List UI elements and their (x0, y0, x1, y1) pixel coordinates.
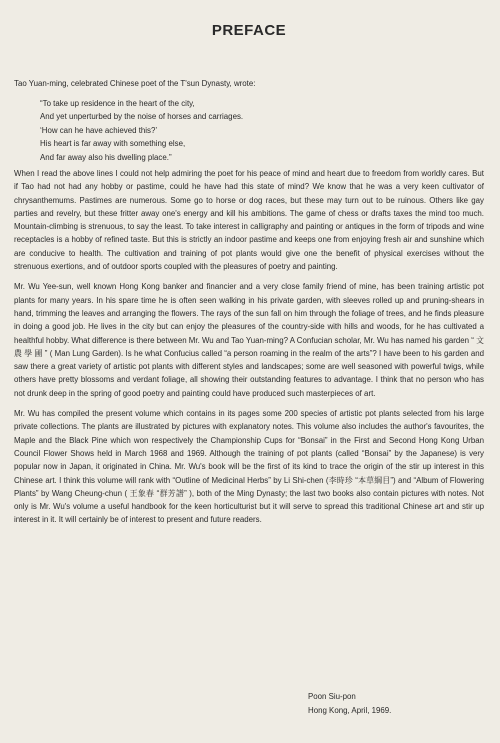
page-title: PREFACE (211, 22, 287, 39)
paragraph-pastimes: When I read the above lines I could not help admiring the poet for his peace of mind and heart due to freedom from worldly cares. But if Tao had not had any hobby or pastime, could he have had this state of mind? We know that he was a very keen cultivator of chrysanthemums. Pastimes are numerous. Some go to horse or dog races, but these may turn out to be ruinous. Others like gay parties and revelry, but these fritter away one's energy and kill his ambitions. The game of chess or drafts taxes the mind too much. Mountain-climbing is strenuous, to say the least. To take interest in calligraphy and painting or antiques in the form of tripods and wine receptacles is a hobby of refined taste. But this is strictly an indoor pastime and keeps one from enjoying fresh air and sunshine which are conducive to health. The cultivation and training of pot plants would give one the benefit of physical exercises without the strenuous exertions, and of outdoor sports coupled with the pleasures of poetry and painting. (14, 169, 484, 272)
poem-line: And yet unperturbed by the noise of horses and carriages. (40, 112, 244, 121)
poem-line: “To take up residence in the heart of the city, (40, 98, 195, 108)
intro-line: Tao Yuan-ming, celebrated Chinese poet of the T'sun Dynasty, wrote: (14, 79, 256, 88)
paragraph-mr-wu: Mr. Wu Yee-sun, well known Hong Kong banker and financier and a very close family friend of mine, has been training artistic pot plants for many years. In his spare time he is often seen walking in his private garden, with sleeves rolled up and pruning-shears in hand, trimming the leaves and arranging the flowers. The rays of the sun fall on him through the foliage of trees, and he finds pleasure in doing a good job. He lives in the city but can enjoy the pleasures of the country-side with hills and woods, for he has cultivated a healthful hobby. What difference is there between Mr. Wu and Tao Yuan-ming? A Confucian scholar, Mr. Wu has named his garden “ 文 農 學 圃 ” ( Man Lung Garden). Is he what Confucius called “a person roaming in the realm of the arts”? I have been to his garden and saw there a great variety of artistic pot plants with different styles and landscapes; some are well seasoned with powerful twigs, while others have pretty blossoms and verdant foliage, all showing their outstanding features to advantage. I think that no person who has not drunk deep in the spring of good poetry and painting could have produced such masterpieces of art. (14, 282, 484, 398)
poem-quote (40, 97, 484, 165)
place-date: Hong Kong, April, 1969. (308, 705, 392, 715)
poem-line: His heart is far away with something else, (40, 139, 186, 148)
signature-block (308, 690, 391, 717)
paragraph-volume: Mr. Wu has compiled the present volume which contains in its pages some 200 species of artistic pot plants selected from his large private collections. The plants are illustrated by pictures with explanatory notes. This volume also includes the author's favourites, the Maple and the Black Pine which won respectively the Championship Cups for “Bonsai” in the First and Second Hong Kong Urban Council Flower Shows held in March 1968 and 1969. Although the training of pot plants (called “Bonsai” by the Japanese) is very popular now in Japan, it originated in China. Mr. Wu's book will be the first of its kind to trace the origin of the stir up interest in this Chinese art. I think this volume will rank with “Outline of Medicinal Herbs” by Li Shi-chen (李時珍 “本草綱目”) and “Album of Flowering Plants” by Wang Cheung-chun ( 王象春 “群芳譜” ), both of the Ming Dynasty; the last two books also contain pictures with notes. Not only is Mr. Wu's volume a useful handbook for the keen horticulturist but it will serve to spread this traditional Chinese art and stir up interest in it. It will certainly be of interest to present and future readers. (14, 409, 484, 525)
poem-line: ‘How can he have achieved this?’ (40, 125, 158, 135)
poem-line: And far away also his dwelling place.” (40, 152, 172, 162)
author-name: Poon Siu-pon (308, 692, 356, 701)
